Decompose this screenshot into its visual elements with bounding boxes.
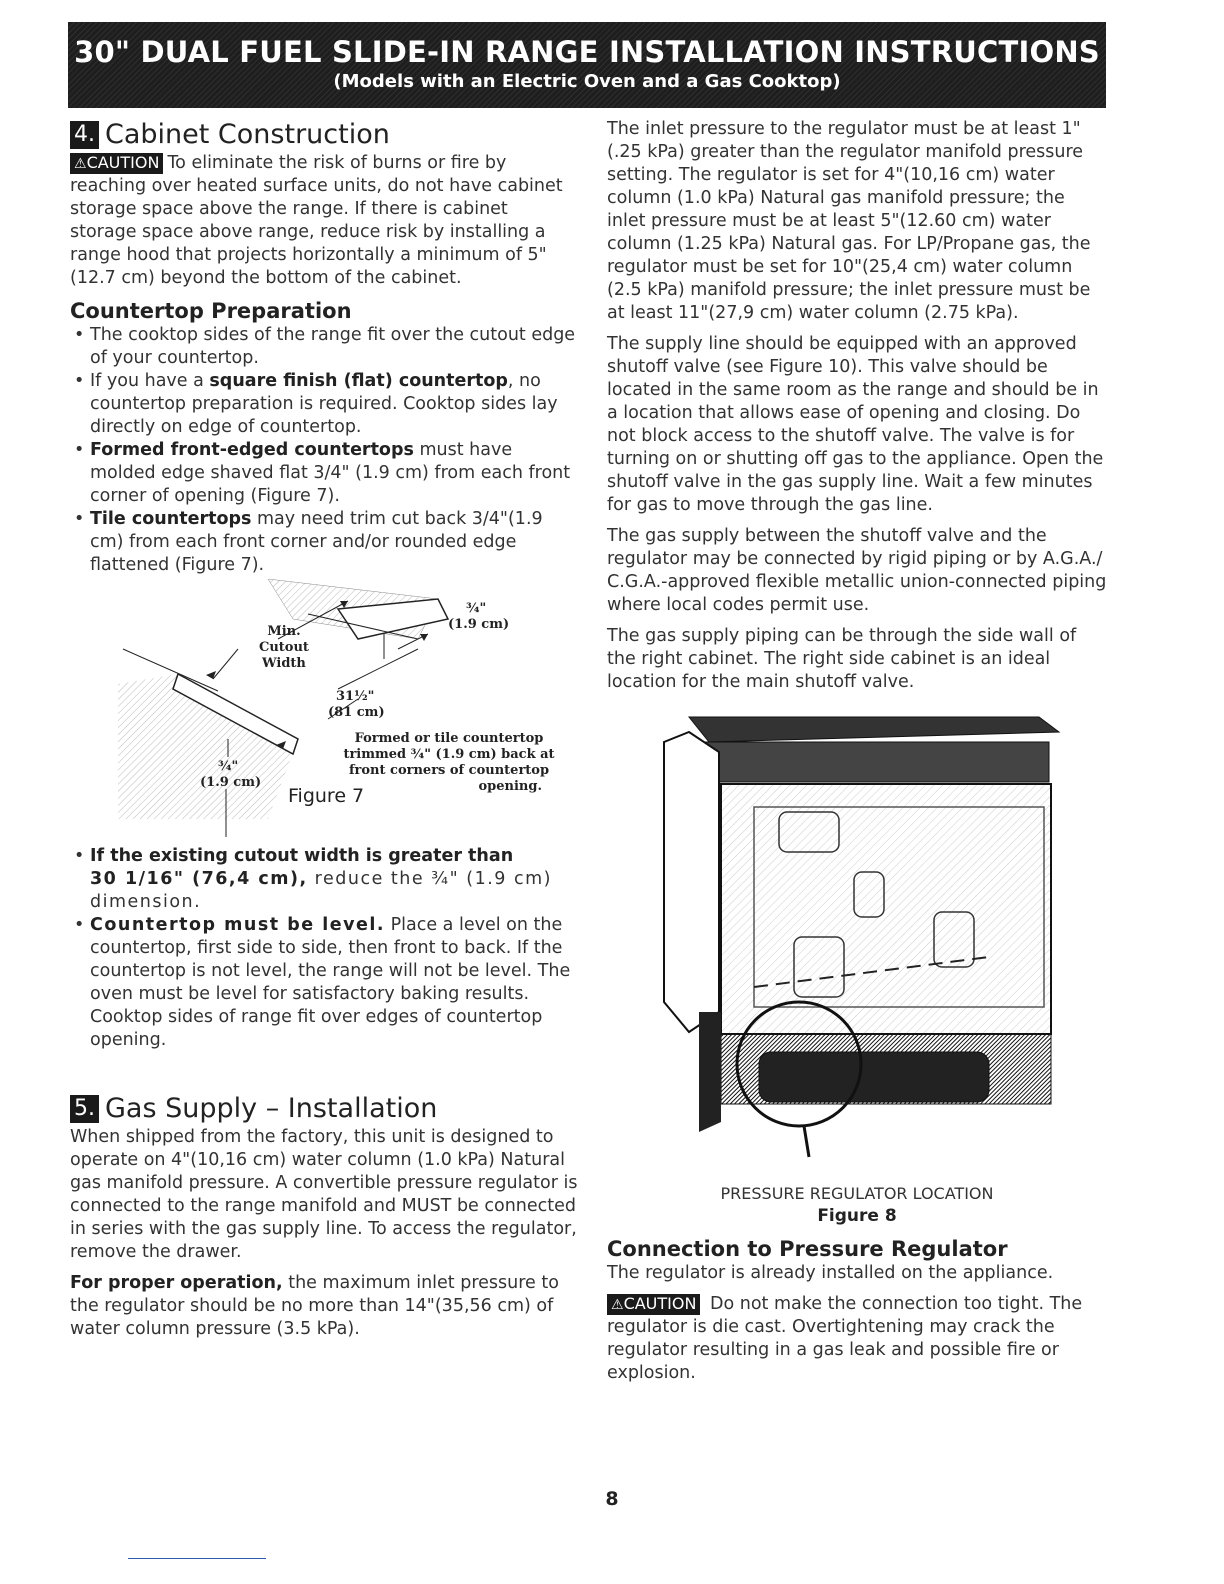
list-item-bold: 30 1/16" (76,4 cm), [90, 869, 308, 889]
range-regulator-diagram [659, 712, 1079, 1182]
list-item [70, 370, 578, 439]
side-wall-paragraph: The gas supply piping can be through the side wall of the right cabinet. The right side cabinet is an ideal location for the main shutoff valve. [607, 626, 1077, 692]
list-item-bold: Countertop must be level. [90, 915, 386, 935]
gas-supply-paragraph: When shipped from the factory, this unit is designed to operate on 4"(10,16 cm) water column (1.0 kPa) Natural gas manifold pressure. A convertible pressure regulator is connected to the range manifold and MUST be connected in series with the gas supply line. To access the regulator, remove the drawer. [70, 1127, 578, 1262]
note-line: trimmed ¾" (1.9 cm) back at [343, 747, 555, 762]
list-item-bold: Formed front-edged countertops [90, 440, 414, 460]
caution-text: To eliminate the risk of burns or fire by reaching over heated surface units, do not have cabinet storage space above the range. If there is cabinet storage space above range, reduce risk by installing a range hood that projects horizontally a minimum of 5" (12.7 cm) beyond the bottom of the cabinet. [70, 153, 563, 288]
section-5-heading [70, 1092, 578, 1126]
label-line: Min. [267, 624, 301, 639]
list-item [70, 324, 578, 370]
dim-top-cm-label: (1.9 cm) [448, 617, 510, 632]
section-4-title: Cabinet Construction [105, 119, 390, 150]
list-item [70, 845, 578, 914]
list-item [70, 914, 578, 1052]
list-item [70, 439, 578, 508]
caution-label: CAUTION [86, 153, 160, 172]
list-item-text: may need trim cut back 3/4"(1.9 cm) from each front corner and/or rounded edge flattened (Figure 7). [90, 509, 543, 575]
piping-paragraph: The gas supply between the shutoff valve and the regulator may be connected by rigid piping or by A.G.A./ C.G.A.-approved flexible metallic union-connected piping where local codes permit use. [607, 526, 1107, 615]
list-item-text: If you have a [90, 371, 210, 391]
list-item-text: must have molded edge shaved flat 3/4" (1.9 cm) from each front corner of opening (Figure 7). [90, 440, 571, 506]
countertop-prep-list [70, 324, 578, 577]
trim-note [338, 731, 560, 795]
caution-text: Do not make the connection too tight. The regulator is die cast. Overtightening may crack the regulator resulting in a gas leak and possible fire or explosion. [607, 1294, 1083, 1383]
list-item [70, 508, 578, 577]
right-column [607, 118, 1107, 1393]
caution-label: CAUTION [623, 1294, 697, 1313]
dim-top-label: ¾" [466, 601, 487, 616]
list-item-text: reduce the ¾" (1.9 cm) dimension. [90, 869, 552, 912]
connection-heading: Connection to Pressure Regulator [607, 1237, 1008, 1261]
figure-8-caption: PRESSURE REGULATOR LOCATION [720, 1184, 994, 1203]
list-item-bold: Tile countertops [90, 509, 252, 529]
footer-line [128, 1558, 266, 1559]
warning-icon: ⚠ [74, 156, 87, 172]
caution-badge [70, 153, 163, 174]
note-line: Formed or tile countertop [354, 731, 544, 746]
section-5-number: 5. [70, 1095, 99, 1123]
connection-caution [607, 1293, 1107, 1385]
countertop-prep-heading: Countertop Preparation [70, 299, 352, 323]
cabinet-caution [70, 152, 578, 290]
figure-7-caption: Figure 7 [288, 785, 365, 807]
list-item-text: The cooktop sides of the range fit over the cutout edge of your countertop. [90, 325, 576, 368]
inlet-pressure-paragraph: The inlet pressure to the regulator must be at least 1" (.25 kPa) greater than the regulator manifold pressure setting. The regulator is set for 4"(10,16 cm) water column (1.0 kPa) Natural gas manifold pressure; the inlet pressure must be at least 5"(12.60 cm) water column (1.25 kPa) Natural gas. For LP/Propane gas, the regulator must be set for 10"(25,4 cm) water column (2.5 kPa) manifold pressure; the inlet pressure must be at least 11"(27,9 cm) water column (2.75 kPa). [607, 119, 1091, 323]
label-line: Width [262, 656, 306, 671]
min-cutout-label [259, 624, 309, 672]
caution-badge [607, 1294, 700, 1315]
list-item-text: Place a level on the countertop, first side to side, then front to back. If the countertop is not level, the range will not be level. The oven must be level for satisfactory baking results. Cooktop sides of range fit over edges of countertop opening. [90, 915, 571, 1050]
note-line: opening. [478, 779, 542, 794]
section-4-number: 4. [70, 121, 99, 149]
shutoff-valve-paragraph: The supply line should be equipped with an approved shutoff valve (see Figure 10). This valve should be located in the same room as the range and should be in a location that allows ease of opening and closing. Do not block access to the shutoff valve. The valve is for turning on or shutting off gas to the appliance. Open the shutoff valve in the gas supply line. Wait a few minutes for gas to move through the gas line. [607, 334, 1104, 515]
figure-8-title: Figure 8 [817, 1206, 897, 1226]
note-line: front corners of countertop [348, 763, 550, 778]
header-banner [68, 22, 1106, 108]
figure-8 [659, 712, 1079, 1182]
label-line: Cutout [259, 640, 309, 655]
warning-icon: ⚠ [611, 1297, 624, 1313]
dim-corner-cm-label: (1.9 cm) [200, 775, 262, 790]
list-item-text: , no countertop preparation is required. Cooktop sides lay directly on edge of countertop. [90, 371, 558, 437]
left-column [70, 118, 578, 1349]
proper-operation-paragraph [70, 1272, 578, 1341]
dim-width-cm-label: (81 cm) [328, 705, 385, 720]
proper-operation-text: the maximum inlet pressure to the regulator should be no more than 14"(35,56 cm) of water column pressure (3.5 kPa). [70, 1273, 559, 1339]
figure-7 [118, 579, 588, 841]
cutout-list [70, 845, 578, 1052]
dim-width-label: 31½" [336, 689, 375, 704]
proper-operation-bold: For proper operation, [70, 1273, 283, 1293]
document-title: 30" DUAL FUEL SLIDE-IN RANGE INSTALLATION INSTRUCTIONS [74, 35, 1100, 69]
section-4-heading [70, 118, 578, 152]
connection-paragraph: The regulator is already installed on the appliance. [607, 1263, 1054, 1283]
section-5-title: Gas Supply – Installation [105, 1093, 438, 1124]
page-number: 8 [605, 1488, 619, 1510]
list-item-bold: If the existing cutout width is greater than [90, 846, 514, 866]
document-subtitle: (Models with an Electric Oven and a Gas Cooktop) [333, 71, 841, 92]
dim-corner-label: ¾" [218, 759, 239, 774]
list-item-bold: square finish (flat) countertop [209, 371, 508, 391]
